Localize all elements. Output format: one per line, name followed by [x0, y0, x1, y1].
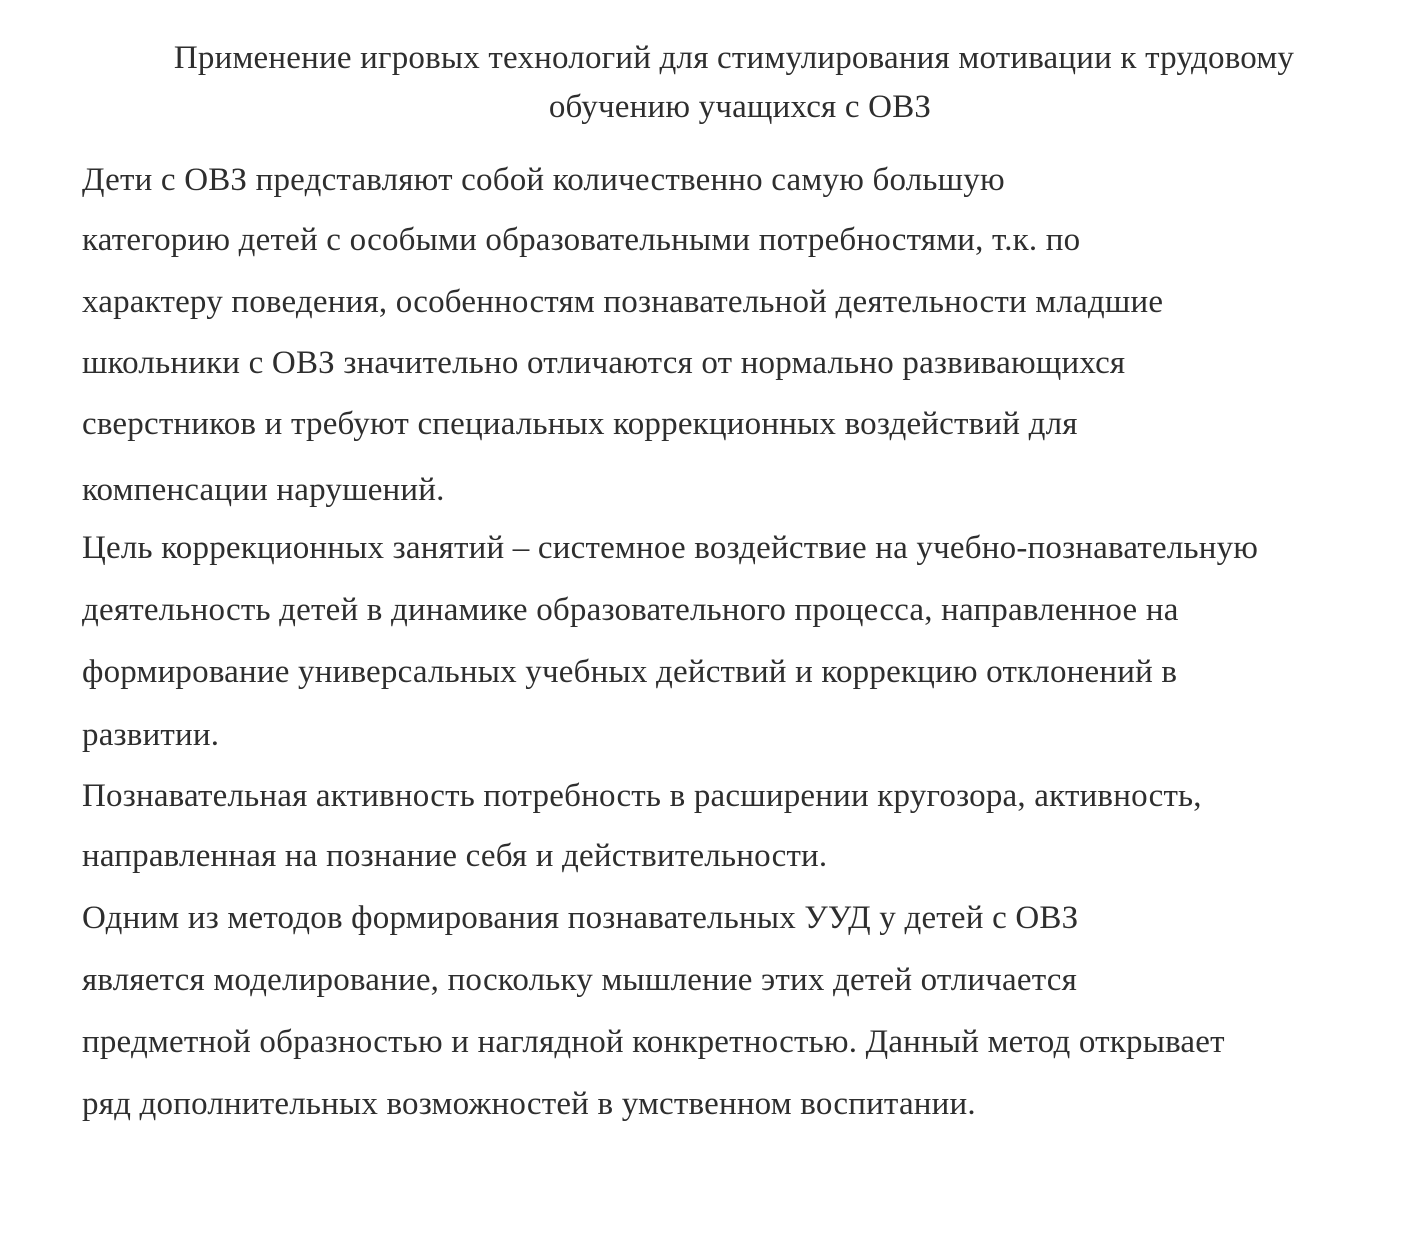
text-line: характеру поведения, особенностям познавательной деятельности младшие [82, 284, 1164, 320]
title-line: Применение игровых технологий для стимулирования мотивации к трудовому [173, 40, 1295, 76]
title-line: обучению учащихся с ОВЗ [548, 89, 932, 125]
text-line: формирование универсальных учебных действий и коррекцию отклонений в [82, 654, 1178, 690]
text-line: предметной образностью и наглядной конкретностью. Данный метод открывает [82, 1024, 1225, 1060]
text-line: Дети с ОВЗ представляют собой количественно самую большую [82, 162, 1005, 198]
text-line: Цель коррекционных занятий – системное воздействие на учебно-познавательную [82, 530, 1259, 566]
text-line: школьники с ОВЗ значительно отличаются от нормально развивающихся [82, 345, 1126, 381]
text-line: является моделирование, поскольку мышление этих детей отличается [82, 962, 1078, 998]
text-line: компенсации нарушений. [82, 472, 445, 508]
text-line: развитии. [82, 717, 220, 753]
text-line: Познавательная активность потребность в расширении кругозора, активность, [82, 778, 1202, 814]
text-line: Одним из методов формирования познавательных УУД у детей с ОВЗ [82, 900, 1079, 936]
text-line: категорию детей с особыми образовательными потребностями, т.к. по [82, 222, 1081, 258]
text-line: направленная на познание себя и действительности. [82, 838, 828, 874]
text-line: деятельность детей в динамике образовательного процесса, направленное на [82, 592, 1179, 628]
text-line: сверстников и требуют специальных коррекционных воздействий для [82, 406, 1078, 442]
text-line: ряд дополнительных возможностей в умственном воспитании. [82, 1086, 976, 1122]
